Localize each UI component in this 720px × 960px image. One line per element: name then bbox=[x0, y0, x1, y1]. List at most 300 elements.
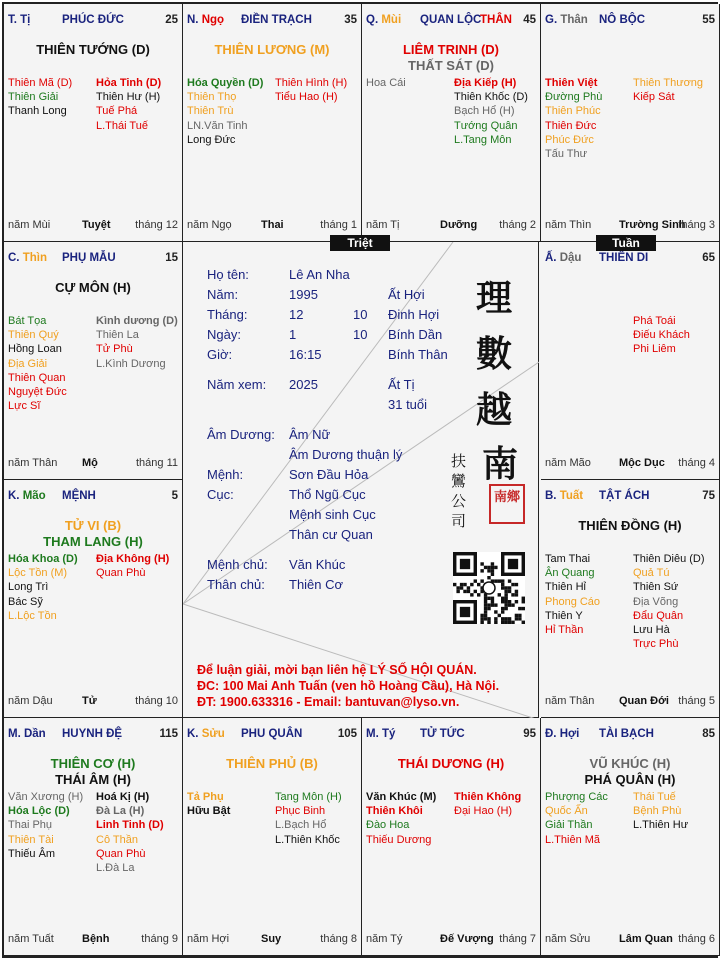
main-star: THẤT SÁT (D) bbox=[408, 58, 494, 73]
palace-branch-name: Dậu bbox=[559, 252, 582, 264]
palace-header bbox=[8, 252, 178, 266]
calligraphy-small: 司 bbox=[451, 512, 467, 530]
minor-star: Tiểu Hao (H) bbox=[275, 91, 338, 104]
palace-branch-name: Hợi bbox=[559, 728, 580, 740]
minor-stars-left bbox=[187, 76, 275, 147]
tuan-tag: Tuần bbox=[596, 235, 656, 251]
palace-branch bbox=[8, 14, 30, 26]
hour-value: 16:15 bbox=[289, 347, 322, 362]
minor-star: Thiên La bbox=[96, 329, 139, 342]
menhchu-label: Mệnh chủ: bbox=[207, 557, 268, 572]
minor-stars-right bbox=[275, 790, 360, 847]
minor-star: LN.Văn Tinh bbox=[187, 119, 248, 132]
main-star: VŨ KHÚC (H) bbox=[589, 756, 671, 771]
minor-star: Đào Hoa bbox=[366, 819, 410, 832]
contact-phone-email[interactable]: ĐT: 1900.633316 - Email: bantuvan@lyso.vn. bbox=[197, 695, 460, 709]
palace-name: MỆNH bbox=[62, 490, 96, 502]
minor-star: Phá Toái bbox=[633, 315, 676, 327]
minor-star: Bát Tọa bbox=[8, 315, 47, 327]
minor-star: Phi Liêm bbox=[633, 343, 676, 356]
minor-star: Thiên Khốc (D) bbox=[454, 91, 528, 104]
calligraphy-2: 數 bbox=[475, 333, 512, 375]
qr-code[interactable] bbox=[453, 552, 525, 624]
minor-stars-left bbox=[8, 790, 96, 861]
minor-star: Tuế Phá bbox=[96, 105, 138, 118]
view-can: Ất Tị bbox=[388, 377, 415, 392]
palace-than-marker: THÂN bbox=[480, 14, 512, 26]
minor-star: Linh Tinh (D) bbox=[96, 819, 164, 832]
palace-stem: K. bbox=[187, 728, 199, 740]
palace-branch-name: Mão bbox=[22, 490, 46, 502]
minor-stars-right bbox=[96, 314, 181, 371]
minor-stars-right bbox=[96, 552, 181, 580]
palace-name: PHU QUÂN bbox=[241, 728, 303, 740]
minor-stars-right bbox=[454, 76, 539, 147]
palace-month: tháng 5 bbox=[678, 695, 715, 707]
minor-star: Lưu Hà bbox=[633, 624, 670, 637]
cuc-value: Thổ Ngũ Cục bbox=[289, 487, 366, 502]
palace-stem: K. bbox=[8, 490, 20, 502]
palace-footer bbox=[8, 933, 178, 947]
menh-value: Sơn Đầu Hỏa bbox=[289, 467, 369, 482]
main-star: THIÊN TƯỚNG (D) bbox=[36, 42, 150, 57]
minor-stars-left bbox=[545, 552, 633, 637]
minor-star: L.Tang Môn bbox=[454, 133, 512, 146]
triet-tag: Triệt bbox=[330, 235, 390, 251]
minor-stars-right bbox=[633, 314, 718, 357]
minor-star: Kiếp Sát bbox=[633, 91, 675, 104]
amduong-relation: Âm Dương thuận lý bbox=[289, 447, 403, 462]
palace-year: năm Dậu bbox=[8, 695, 53, 707]
palace-footer bbox=[366, 933, 536, 947]
palace-age: 75 bbox=[702, 490, 715, 502]
main-star: THIÊN ĐỒNG (H) bbox=[578, 518, 682, 533]
minor-star: Phượng Các bbox=[545, 791, 608, 803]
minor-star: Quan Phù bbox=[96, 847, 146, 860]
minor-stars-right bbox=[633, 552, 718, 651]
minor-star: Thiên Hỉ bbox=[545, 581, 586, 594]
palace-month: tháng 12 bbox=[135, 219, 178, 231]
palace-stage: Lâm Quan bbox=[619, 933, 673, 945]
minor-stars-left bbox=[366, 76, 454, 90]
palace-name: TẬT ÁCH bbox=[599, 490, 650, 502]
minor-stars-left bbox=[8, 314, 96, 413]
minor-star: Hữu Bật bbox=[187, 805, 231, 818]
main-star: THIÊN LƯƠNG (M) bbox=[214, 42, 330, 57]
minor-star: Tướng Quân bbox=[454, 119, 518, 132]
minor-star: Thiên Không bbox=[454, 791, 522, 803]
palace-header bbox=[545, 490, 715, 504]
minor-star: Thiên Hình (H) bbox=[275, 77, 348, 89]
palace-header bbox=[8, 14, 178, 28]
minor-star: Cô Thần bbox=[96, 833, 138, 846]
palace-stem: M. bbox=[8, 728, 21, 740]
palace-stage: Dưỡng bbox=[440, 219, 478, 231]
calligraphy-small: 公 bbox=[451, 492, 467, 510]
palace-branch bbox=[8, 252, 47, 264]
palace-stem: G. bbox=[545, 14, 558, 26]
palace-year: năm Sửu bbox=[545, 933, 591, 945]
palace-stage: Mộc Dục bbox=[619, 457, 665, 469]
thanchu-label: Thân chủ: bbox=[207, 577, 265, 592]
contact-line-1: Để luận giải, mời bạn liên hệ LÝ SỐ HỘI QUÁN. bbox=[197, 663, 477, 677]
minor-star: Thanh Long bbox=[8, 105, 67, 118]
palace-header bbox=[366, 728, 536, 742]
minor-star: Thiếu Dương bbox=[366, 833, 432, 846]
palace-stem: B. bbox=[545, 490, 557, 502]
palace-header bbox=[8, 728, 178, 742]
minor-star: Đẩu Quân bbox=[633, 609, 684, 622]
minor-stars-right bbox=[633, 76, 718, 104]
palace-name: THIÊN DI bbox=[599, 252, 649, 264]
palace-age: 15 bbox=[165, 252, 178, 264]
minor-star: Đường Phù bbox=[545, 91, 603, 104]
palace-branch bbox=[187, 14, 224, 26]
day-lunar: 10 bbox=[353, 327, 368, 342]
minor-star: Long Đức bbox=[187, 133, 236, 146]
minor-star: Hoá Kị (H) bbox=[96, 791, 150, 803]
palace-header bbox=[366, 14, 536, 28]
minor-star: Hồng Loan bbox=[8, 343, 62, 356]
minor-star: Thai Phụ bbox=[8, 819, 53, 832]
minor-star: Phúc Đức bbox=[545, 133, 594, 146]
minor-star: Thiên Thọ bbox=[187, 91, 237, 104]
palace-name: TÀI BẠCH bbox=[599, 728, 654, 740]
palace-branch-name: Sửu bbox=[201, 728, 225, 740]
palace-stem: Q. bbox=[366, 14, 379, 26]
palace-month: tháng 9 bbox=[141, 933, 178, 945]
palace-stage: Đế Vượng bbox=[440, 933, 494, 945]
minor-star: Thiên Tài bbox=[8, 833, 54, 846]
minor-star: Phong Cáo bbox=[545, 595, 601, 608]
month-value: 12 bbox=[289, 307, 304, 322]
palace-header bbox=[545, 252, 715, 266]
minor-star: Hoa Cái bbox=[366, 77, 406, 89]
palace-mui bbox=[362, 4, 541, 242]
minor-star: Thiên Thương bbox=[633, 77, 704, 89]
minor-star: Thiên Giải bbox=[8, 91, 59, 104]
palace-header bbox=[545, 14, 715, 28]
palace-stem: Ấ. bbox=[545, 252, 557, 264]
palace-stage: Tuyệt bbox=[82, 219, 111, 231]
palace-footer bbox=[8, 457, 178, 471]
main-star: TỬ VI (B) bbox=[64, 518, 122, 533]
minor-star: Địa Kiếp (H) bbox=[454, 77, 517, 89]
calligraphy-4: 南 bbox=[481, 443, 518, 485]
palace-year: năm Tý bbox=[366, 933, 403, 945]
amduong-label: Âm Dương: bbox=[207, 427, 275, 442]
palace-age: 95 bbox=[523, 728, 536, 740]
minor-star: Bác Sỹ bbox=[8, 595, 43, 608]
palace-footer bbox=[187, 933, 357, 947]
main-star: THAM LANG (H) bbox=[43, 534, 143, 549]
palace-name: NÔ BỘC bbox=[599, 14, 645, 26]
minor-star: Long Trì bbox=[8, 581, 49, 594]
minor-star: Thiên Đức bbox=[545, 119, 597, 132]
palace-footer bbox=[545, 695, 715, 709]
palace-branch-name: Tý bbox=[381, 728, 396, 740]
minor-stars-right bbox=[96, 790, 181, 875]
palace-age: 35 bbox=[344, 14, 357, 26]
view-year-label: Năm xem: bbox=[207, 377, 267, 392]
minor-star: Hóa Khoa (D) bbox=[8, 553, 78, 565]
minor-stars-right bbox=[275, 76, 360, 104]
minor-star: Văn Xương (H) bbox=[8, 791, 84, 803]
palace-age: 105 bbox=[337, 728, 357, 740]
minor-star: Thiên Quan bbox=[8, 371, 66, 384]
palace-stem: T. bbox=[8, 14, 17, 26]
minor-star: L.Bạch Hổ bbox=[275, 819, 327, 832]
minor-star: Tam Thai bbox=[545, 553, 591, 565]
main-star: THIÊN PHỦ (B) bbox=[226, 756, 318, 771]
hour-label: Giờ: bbox=[207, 347, 233, 362]
palace-name: ĐIỀN TRẠCH bbox=[241, 14, 312, 26]
palace-age: 5 bbox=[171, 490, 178, 502]
year-can: Ất Hợi bbox=[388, 287, 425, 302]
palace-stem: M. bbox=[366, 728, 379, 740]
calligraphy-3: 越 bbox=[475, 389, 512, 431]
palace-header bbox=[545, 728, 715, 742]
main-star: THÁI DƯƠNG (H) bbox=[397, 756, 505, 771]
minor-star: Hóa Quyền (D) bbox=[187, 77, 264, 89]
month-lunar: 10 bbox=[353, 307, 368, 322]
minor-stars-left bbox=[187, 790, 275, 818]
palace-age: 115 bbox=[159, 728, 178, 740]
minor-star: Thiên Trù bbox=[187, 105, 234, 118]
palace-age: 55 bbox=[702, 14, 715, 26]
palace-ty bbox=[362, 718, 541, 956]
contact-address: ĐC: 100 Mai Anh Tuấn (ven hồ Hoàng Cầu), Hà Nội. bbox=[197, 679, 500, 693]
minor-star: Nguyệt Đức bbox=[8, 386, 67, 399]
hour-can: Bính Thân bbox=[388, 347, 448, 362]
year-label: Năm: bbox=[207, 287, 239, 302]
month-label: Tháng: bbox=[207, 307, 248, 322]
minor-star: Đà La (H) bbox=[96, 805, 145, 818]
palace-header bbox=[187, 728, 357, 742]
palace-year: năm Thìn bbox=[545, 219, 592, 231]
palace-name: TỬ TỨC bbox=[420, 728, 465, 740]
palace-age: 45 bbox=[523, 14, 536, 26]
palace-month: tháng 7 bbox=[499, 933, 536, 945]
palace-branch-name: Thìn bbox=[22, 252, 47, 264]
palace-branch-name: Thân bbox=[560, 14, 588, 26]
minor-star: L.Thiên Mã bbox=[545, 833, 601, 846]
palace-stem: Đ. bbox=[545, 728, 557, 740]
amduong-value: Âm Nữ bbox=[289, 427, 331, 442]
than-position: Thân cư Quan bbox=[289, 527, 373, 542]
minor-star: Thiên Khôi bbox=[366, 805, 423, 818]
minor-star: Kình dương (D) bbox=[96, 315, 178, 327]
palace-year: năm Hợi bbox=[187, 933, 230, 945]
menh-label: Mệnh: bbox=[207, 467, 244, 482]
cuc-relation: Mệnh sinh Cục bbox=[289, 507, 376, 522]
palace-branch-name: Ngọ bbox=[201, 14, 225, 26]
palace-footer bbox=[366, 219, 536, 233]
palace-month: tháng 10 bbox=[135, 695, 178, 707]
minor-star: Ân Quang bbox=[545, 567, 595, 580]
main-star: THÁI ÂM (H) bbox=[55, 772, 131, 787]
palace-stage: Tử bbox=[82, 695, 97, 707]
palace-month: tháng 6 bbox=[678, 933, 715, 945]
center-info-panel bbox=[183, 242, 539, 718]
minor-star: Phục Binh bbox=[275, 805, 326, 818]
red-seal: 南鄉 bbox=[489, 484, 525, 524]
minor-star: Lộc Tồn (M) bbox=[8, 567, 68, 580]
palace-dau bbox=[541, 242, 720, 480]
minor-star: L.Kình Dương bbox=[96, 357, 166, 370]
minor-star: Tang Môn (H) bbox=[275, 791, 342, 803]
main-star: PHÁ QUÂN (H) bbox=[584, 772, 676, 787]
palace-footer bbox=[8, 219, 178, 233]
palace-stage: Trường Sinh bbox=[619, 219, 686, 231]
palace-dan bbox=[4, 718, 183, 956]
minor-star: Thiếu Âm bbox=[8, 847, 56, 860]
age-value: 31 tuổi bbox=[388, 397, 428, 412]
palace-month: tháng 4 bbox=[678, 457, 715, 469]
palace-branch bbox=[8, 728, 46, 740]
day-value: 1 bbox=[289, 327, 297, 342]
view-year-value: 2025 bbox=[289, 377, 318, 392]
minor-stars-left bbox=[8, 76, 96, 119]
minor-star: Tả Phụ bbox=[187, 791, 224, 803]
minor-stars-left bbox=[545, 790, 633, 847]
menhchu-value: Văn Khúc bbox=[289, 557, 346, 572]
minor-stars-left bbox=[8, 552, 96, 623]
minor-star: Tử Phù bbox=[96, 343, 133, 356]
minor-star: Quan Phù bbox=[96, 567, 146, 580]
palace-branch bbox=[545, 252, 581, 264]
palace-hoi bbox=[541, 718, 720, 956]
palace-branch-name: Mùi bbox=[381, 14, 402, 26]
palace-footer bbox=[545, 219, 715, 233]
palace-footer bbox=[8, 695, 178, 709]
calligraphy-1: 理 bbox=[475, 277, 512, 319]
minor-star: Địa Giải bbox=[8, 357, 48, 370]
minor-star: L.Đà La bbox=[96, 862, 135, 875]
palace-footer bbox=[545, 933, 715, 947]
minor-star: Quốc Ấn bbox=[545, 805, 588, 818]
minor-stars-right bbox=[454, 790, 539, 818]
palace-stem: N. bbox=[187, 14, 199, 26]
minor-star: Lực Sĩ bbox=[8, 400, 41, 413]
palace-month: tháng 1 bbox=[320, 219, 357, 231]
palace-stage: Thai bbox=[261, 219, 284, 231]
palace-branch bbox=[366, 728, 395, 740]
minor-stars-left bbox=[545, 76, 633, 161]
year-value: 1995 bbox=[289, 287, 318, 302]
minor-star: Thiên Phúc bbox=[545, 105, 601, 118]
minor-stars-right bbox=[633, 790, 718, 833]
palace-suu bbox=[183, 718, 362, 956]
minor-star: L.Thái Tuế bbox=[96, 119, 148, 132]
name-value: Lê An Nha bbox=[289, 267, 350, 282]
palace-branch bbox=[545, 14, 588, 26]
cuc-label: Cục: bbox=[207, 487, 234, 502]
minor-star: Địa Không (H) bbox=[96, 553, 170, 565]
palace-branch-name: Tuất bbox=[559, 490, 584, 502]
palace-footer bbox=[545, 457, 715, 471]
minor-star: Đại Hao (H) bbox=[454, 805, 513, 818]
palace-age: 25 bbox=[165, 14, 178, 26]
minor-star: Trực Phù bbox=[633, 638, 679, 651]
minor-star: Tấu Thư bbox=[545, 148, 588, 161]
palace-name: PHỤ MẪU bbox=[62, 252, 116, 264]
palace-mao bbox=[4, 480, 183, 718]
name-label: Họ tên: bbox=[207, 267, 249, 282]
main-star: CỰ MÔN (H) bbox=[55, 280, 131, 295]
calligraphy-small: 鸞 bbox=[451, 472, 467, 490]
minor-star: Thiên Y bbox=[545, 609, 583, 622]
palace-name: HUYNH ĐỆ bbox=[62, 728, 123, 740]
minor-star: Quả Tú bbox=[633, 567, 670, 580]
main-star: THIÊN CƠ (H) bbox=[50, 756, 136, 771]
palace-branch bbox=[545, 728, 579, 740]
minor-star: Thiên Quý bbox=[8, 329, 59, 342]
palace-year: năm Ngọ bbox=[187, 219, 232, 231]
calligraphy-small: 扶 bbox=[451, 452, 467, 470]
palace-stage: Quan Đới bbox=[619, 695, 669, 707]
minor-star: Văn Khúc (M) bbox=[366, 791, 437, 803]
palace-age: 85 bbox=[702, 728, 715, 740]
horoscope-board bbox=[2, 2, 718, 958]
day-can: Bính Dần bbox=[388, 327, 443, 342]
palace-stage: Bệnh bbox=[82, 933, 110, 945]
palace-month: tháng 3 bbox=[678, 219, 715, 231]
month-can: Đinh Hợi bbox=[388, 307, 440, 322]
day-label: Ngày: bbox=[207, 327, 241, 342]
minor-star: Giải Thần bbox=[545, 819, 593, 832]
palace-thin bbox=[4, 242, 183, 480]
palace-than bbox=[541, 4, 720, 242]
palace-branch bbox=[545, 490, 583, 502]
palace-month: tháng 2 bbox=[499, 219, 536, 231]
palace-branch-name: Dần bbox=[23, 728, 46, 740]
palace-header bbox=[187, 14, 357, 28]
minor-star: Bệnh Phù bbox=[633, 805, 682, 818]
palace-name: QUAN LỘC bbox=[420, 14, 482, 26]
thanchu-value: Thiên Cơ bbox=[289, 577, 344, 592]
palace-year: năm Thân bbox=[8, 457, 58, 469]
minor-star: Địa Võng bbox=[633, 595, 679, 608]
minor-star: Thiên Việt bbox=[545, 77, 598, 89]
minor-star: Thiên Mã (D) bbox=[8, 77, 73, 89]
palace-year: năm Tị bbox=[366, 219, 400, 231]
palace-header bbox=[8, 490, 178, 504]
main-star: LIÊM TRINH (D) bbox=[402, 42, 500, 57]
palace-branch bbox=[8, 490, 46, 502]
palace-month: tháng 8 bbox=[320, 933, 357, 945]
minor-star: L.Lộc Tồn bbox=[8, 609, 57, 622]
palace-name: PHÚC ĐỨC bbox=[62, 14, 124, 26]
minor-star: L.Thiên Hư bbox=[633, 819, 689, 832]
minor-star: Hỉ Thần bbox=[545, 624, 584, 637]
minor-star: Hóa Lộc (D) bbox=[8, 805, 70, 818]
minor-star: Thiên Sứ bbox=[633, 581, 679, 594]
palace-stage: Mộ bbox=[82, 457, 98, 469]
palace-stage: Suy bbox=[261, 933, 282, 945]
minor-stars-left bbox=[366, 790, 454, 847]
palace-year: năm Tuất bbox=[8, 933, 54, 945]
palace-stem: C. bbox=[8, 252, 20, 264]
minor-star: Hỏa Tinh (D) bbox=[96, 77, 162, 89]
palace-branch bbox=[187, 728, 225, 740]
palace-year: năm Thân bbox=[545, 695, 595, 707]
minor-star: L.Thiên Khốc bbox=[275, 833, 340, 846]
palace-branch bbox=[366, 14, 401, 26]
palace-ngo bbox=[183, 4, 362, 242]
minor-star: Thiên Diêu (D) bbox=[633, 553, 705, 565]
palace-year: năm Mùi bbox=[8, 219, 51, 231]
